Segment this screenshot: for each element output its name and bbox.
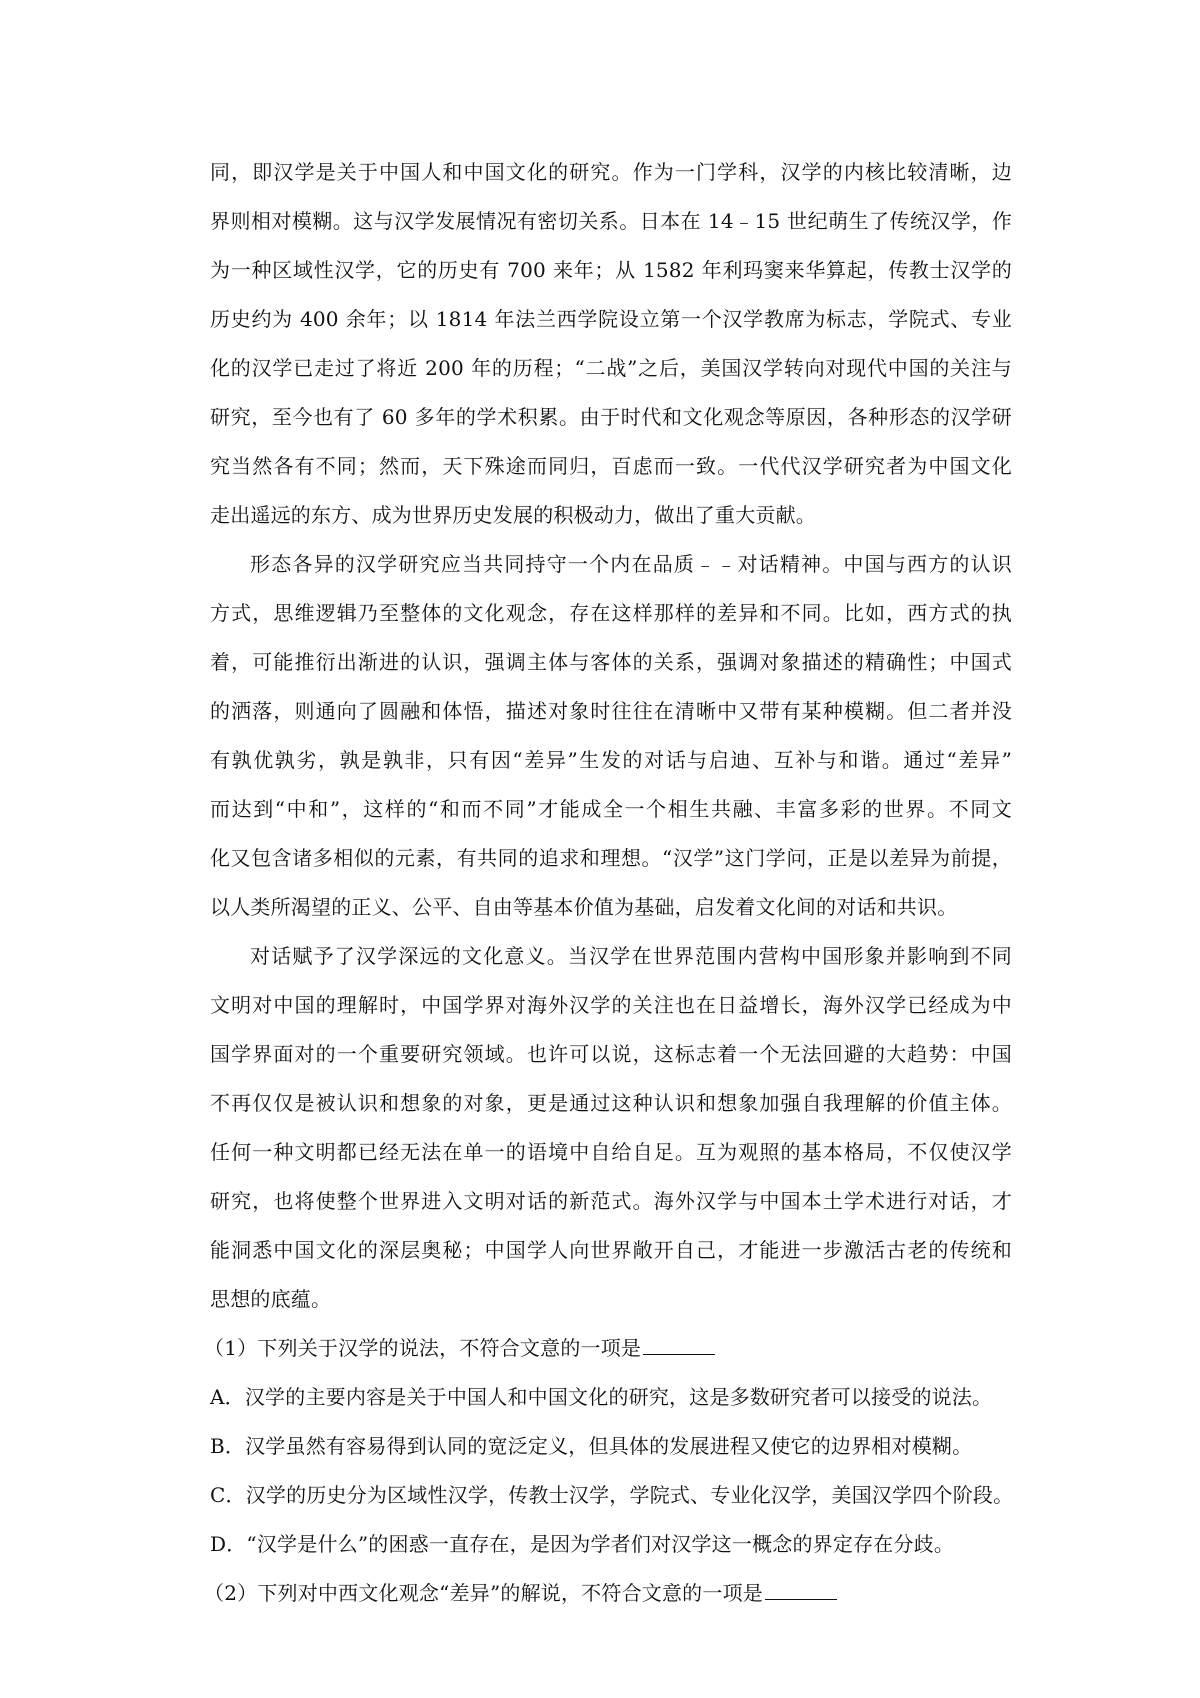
text-line: 走出遥远的东方、成为世界历史发展的积极动力，做出了重大贡献。 [210,503,816,527]
text-line: 方式，思维逻辑乃至整体的文化观念，存在这样那样的差异和不同。比如，西方式的执 [210,601,1012,625]
text-line: 历史约为 400 余年；以 1814 年法兰西学院设立第一个汉学教席为标志，学院式、专业 [210,307,1012,331]
text-line: 为一种区域性汉学，它的历史有 700 来年；从 1582 年利玛窦来华算起，传教士汉学的 [210,258,1012,282]
question-stem [204,1324,1012,1373]
text-line: 思想的底蕴。 [210,1287,332,1311]
text-line: 不再仅仅是被认识和想象的对象，更是通过这种认识和想象加强自我理解的价值主体。 [210,1091,1012,1115]
option-b: B．汉学虽然有容易得到认同的宽泛定义，但具体的发展进程又使它的边界相对模糊。 [210,1434,973,1458]
text-line: 着，可能推衍出渐进的认识，强调主体与客体的关系，强调对象描述的精确性；中国式 [210,650,1012,674]
text-line: 的洒落，则通向了圆融和体悟，描述对象时往往在清晰中又带有某种模糊。但二者并没 [210,699,1012,723]
answer-blank [765,1579,837,1600]
text-line: 以人类所渴望的正义、公平、自由等基本价值为基础，启发着文化间的对话和共识。 [210,895,958,919]
question-stem-text: （1）下列关于汉学的说法，不符合文意的一项是 [204,1336,642,1360]
answer-blank [643,1334,715,1355]
option-a: A．汉学的主要内容是关于中国人和中国文化的研究，这是多数研究者可以接受的说法。 [210,1385,993,1409]
question-2 [204,1569,1012,1618]
question-stem [204,1569,1012,1618]
text-line: 有孰优孰劣，孰是孰非，只有因“差异”生发的对话与启迪、互补与和谐。通过“差异” [210,748,1012,772]
text-line: 究当然各有不同；然而，天下殊途而同归，百虑而一致。一代代汉学研究者为中国文化 [210,454,1012,478]
question-stem-text: （2）下列对中西文化观念“差异”的解说，不符合文意的一项是 [204,1581,763,1605]
text-line: 界则相对模糊。这与汉学发展情况有密切关系。日本在 14﹣15 世纪萌生了传统汉学，作 [210,209,1012,233]
paragraph-3 [210,932,1012,1324]
text-line: 形态各异的汉学研究应当共同持守一个内在品质﹣﹣对话精神。中国与西方的认识 [250,552,1012,576]
text-line: 同，即汉学是关于中国人和中国文化的研究。作为一门学科，汉学的内核比较清晰，边 [210,160,1012,184]
text-line: 文明对中国的理解时，中国学界对海外汉学的关注也在日益增长，海外汉学已经成为中 [210,993,1012,1017]
text-line: 而达到“中和”，这样的“和而不同”才能成全一个相生共融、丰富多彩的世界。不同文 [210,797,1012,821]
paragraph-2 [210,540,1012,932]
text-line: 任何一种文明都已经无法在单一的语境中自给自足。互为观照的基本格局，不仅使汉学 [210,1140,1012,1164]
text-line: 化的汉学已走过了将近 200 年的历程；“二战”之后，美国汉学转向对现代中国的关注与 [210,356,1012,380]
text-line: 化又包含诸多相似的元素，有共同的追求和理想。“汉学”这门学问，正是以差异为前提， [210,846,1012,870]
option-c: C．汉学的历史分为区域性汉学，传教士汉学，学院式、专业化汉学，美国汉学四个阶段。 [210,1483,1014,1507]
text-line: 研究，也将使整个世界进入文明对话的新范式。海外汉学与中国本土学术进行对话，才 [210,1189,1012,1213]
option-d: D．“汉学是什么”的困惑一直存在，是因为学者们对汉学这一概念的界定存在分歧。 [210,1532,955,1556]
text-line: 能洞悉中国文化的深层奥秘；中国学人向世界敞开自己，才能进一步激活古老的传统和 [210,1238,1012,1262]
question-1 [204,1324,1014,1569]
text-line: 研究，至今也有了 60 多年的学术积累。由于时代和文化观念等原因，各种形态的汉学研 [210,405,1012,429]
text-line: 对话赋予了汉学深远的文化意义。当汉学在世界范围内营构中国形象并影响到不同 [250,944,1012,968]
document-page [204,148,1014,1618]
paragraph-1 [210,148,1012,540]
text-line: 国学界面对的一个重要研究领域。也许可以说，这标志着一个无法回避的大趋势：中国 [210,1042,1012,1066]
